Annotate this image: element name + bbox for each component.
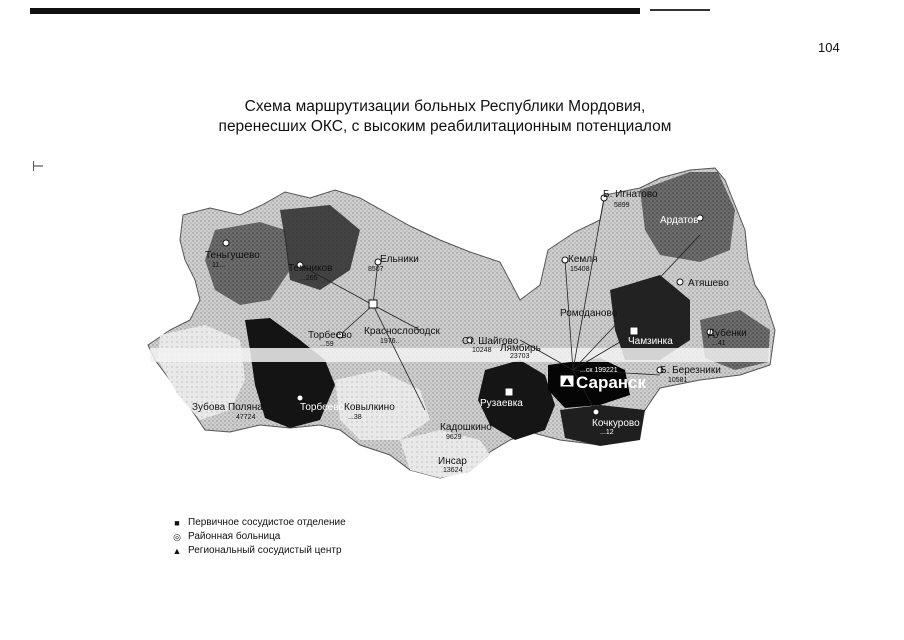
legend-item [172,516,346,530]
place-label: Темников [288,263,333,274]
district-hospital-icon [593,409,599,415]
place-label: Торбеево [300,402,344,413]
place-pop: 1976.. [380,338,400,345]
page-number: 104 [818,40,840,55]
place-label: Торбеево [308,330,352,341]
capital-pop: ...ск 199221 [580,367,618,374]
place-pop: 9629 [446,434,462,441]
primary-vascular-icon [505,388,513,396]
place-pop: ...12 [600,429,614,436]
primary-vascular-icon [369,300,377,308]
place-label: Теньгушево [205,250,260,261]
place-pop: 13624 [443,467,463,474]
place-pop: 47724 [236,414,256,421]
place-pop: ...265 [300,275,318,282]
primary-vascular-icon: ■ [174,518,180,528]
district-hospital-icon [223,240,229,246]
map-band [150,348,770,362]
district-hospital-icon [297,395,303,401]
district-hospital-icon [677,279,683,285]
place-pop: 8507 [368,266,384,273]
legend-item [172,530,346,544]
place-pop: ...38 [348,414,362,421]
legend-label: Региональный сосудистый центр [188,545,342,556]
place-label: Кемля [568,254,598,265]
place-pop: 5899 [614,202,630,209]
place-pop: 10581 [668,377,688,384]
place-label: Зубова Поляна [192,402,263,413]
place-label: Ельники [380,254,419,265]
place-label: Рузаевка [480,398,523,409]
place-label: Дубенки [708,328,747,339]
place-label: Краснослободск [364,326,440,337]
place-label: Б. Березники [660,365,721,376]
place-label: Инсар [438,456,467,467]
legend-label: Первичное сосудистое отделение [188,517,346,528]
place-label: Б. Игнатово [603,189,658,200]
district-hospital-icon: ◎ [173,532,181,542]
map-legend [172,516,346,558]
place-label: Ардатов [660,215,699,226]
regional-center-icon: ▲ [172,546,182,556]
place-pop: 10248 [472,347,492,354]
place-label: Кадошкино [440,422,492,433]
primary-vascular-icon [630,327,638,335]
place-pop: 23703 [510,353,530,360]
place-label: Лямбирь [500,343,541,354]
place-pop: ...41 [712,340,726,347]
place-label: Чамзинка [628,336,673,347]
place-pop: ...59 [320,341,334,348]
place-label: Ромоданово [560,308,618,319]
title-line-1: Схема маршрутизации больных Республики Мордовия, [244,98,646,115]
capital-label: Саранск [576,373,647,392]
place-label: Атяшево [688,278,729,289]
place-pop: 15408 [570,266,590,273]
legend-label: Районная больница [188,531,281,542]
place-label: Ковылкино [344,402,395,413]
margin-mark: ⊢ [32,158,45,174]
place-label: Кочкурово [592,418,640,429]
legend-item [172,544,346,558]
title-line-2: перенесших ОКС, с высоким реабилитационным потенциалом [218,118,672,135]
place-label: Ст. Шайгово [462,336,519,347]
place-pop: 11... [212,262,226,269]
